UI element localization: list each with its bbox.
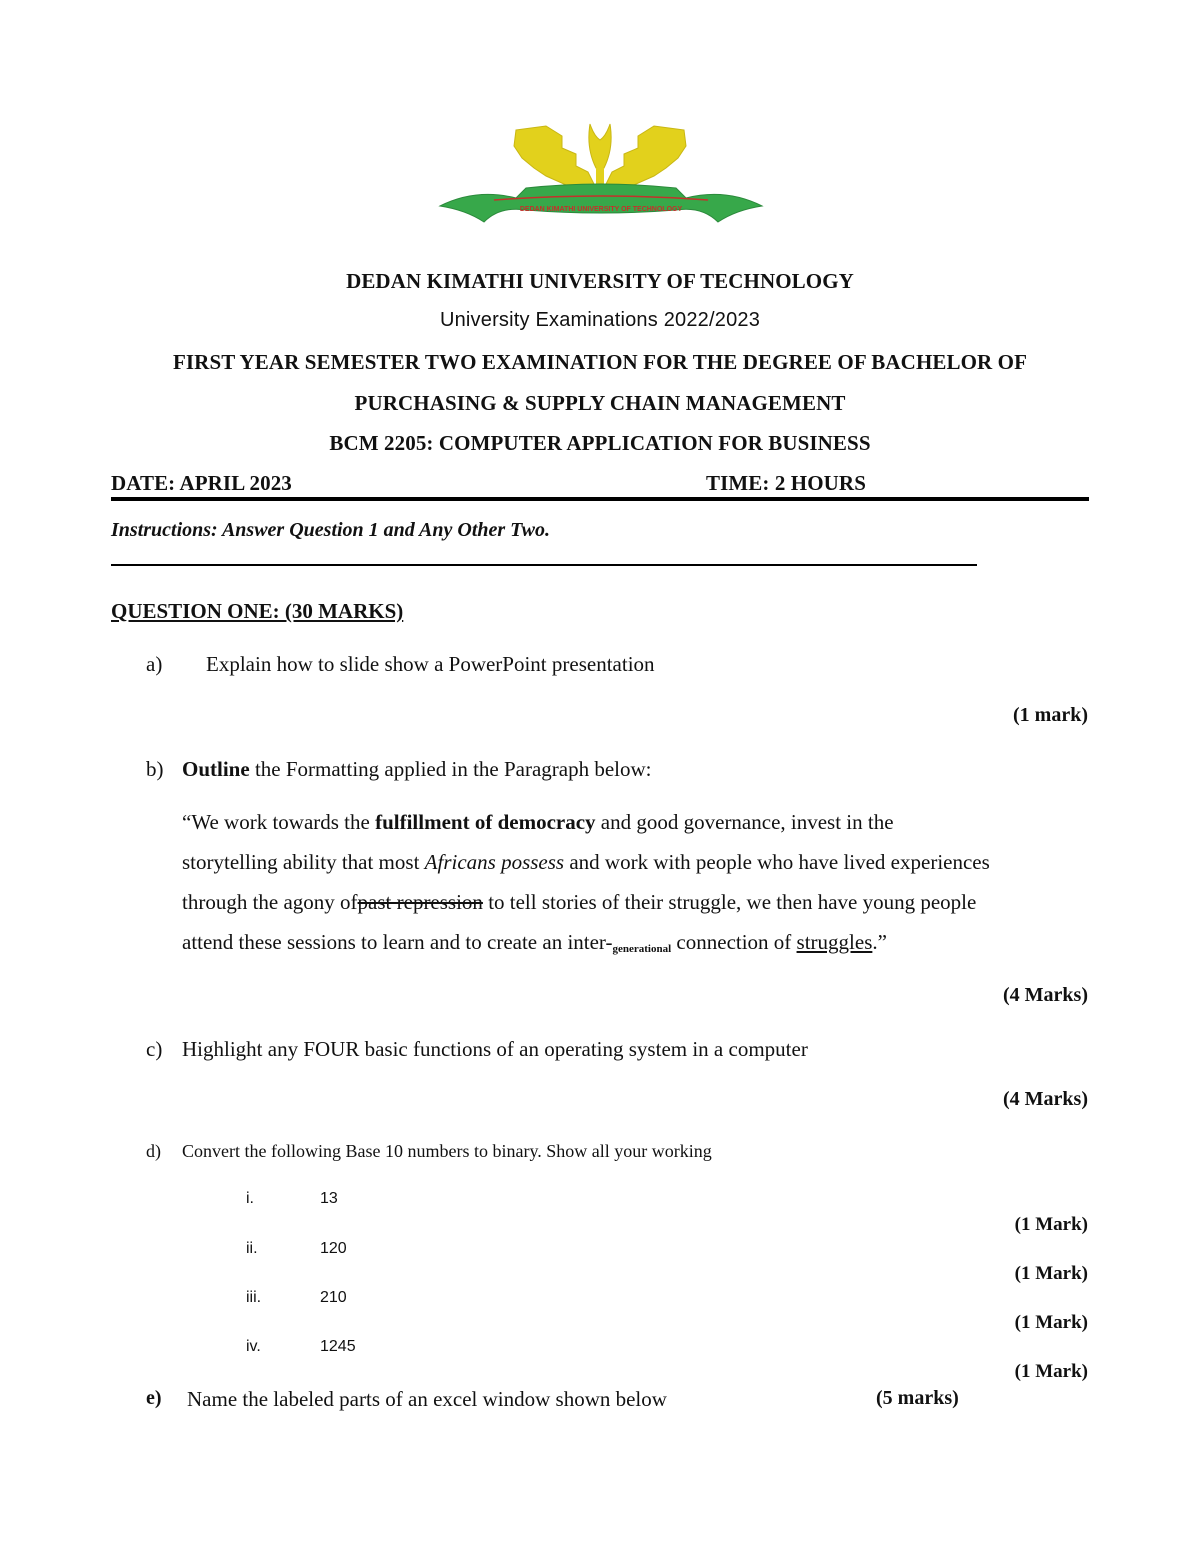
item-number: iv. (246, 1338, 261, 1355)
exam-time: TIME: 2 HOURS (706, 471, 866, 495)
item-marks: (1 Mark) (1014, 1214, 1088, 1235)
para-text: and good governance, invest in the (595, 810, 894, 834)
para-text: storytelling ability that most (182, 850, 425, 874)
item-value: 120 (320, 1240, 347, 1257)
exam-session: University Examinations 2022/2023 (439, 309, 761, 331)
para-underline-text: struggles (796, 930, 873, 954)
question-d-text: Convert the following Base 10 numbers to binary. Show all your working (182, 1141, 712, 1161)
para-text: attend these sessions to learn and to create an inter- (182, 930, 613, 954)
item-value: 13 (320, 1190, 338, 1207)
para-text: to tell stories of their struggle, we then have young people (482, 890, 977, 914)
para-italic-text: Africans possess (424, 850, 565, 874)
para-text: connection of (671, 930, 797, 954)
paragraph-line4 (182, 930, 887, 955)
question-e-label: e) (146, 1387, 162, 1409)
para-subscript-text: generational (612, 943, 672, 955)
item-value: 1245 (320, 1338, 356, 1355)
question-e-marks: (5 marks) (876, 1387, 959, 1409)
para-text: .” (872, 930, 887, 954)
exam-title-line2: PURCHASING & SUPPLY CHAIN MANAGEMENT (354, 391, 846, 415)
instructions-divider (111, 564, 977, 566)
para-strike-text: past repression (357, 890, 483, 914)
outline-word: Outline (182, 757, 250, 781)
question-b-marks: (4 Marks) (1003, 984, 1088, 1006)
logo-graphic (436, 118, 766, 230)
instructions: Instructions: Answer Question 1 and Any Other Two. (111, 519, 550, 541)
question-c-text: Highlight any FOUR basic functions of an operating system in a computer (182, 1037, 808, 1061)
logo-ribbon-text: DEDAN KIMATHI UNIVERSITY OF TECHNOLOGY (519, 206, 683, 213)
paragraph-line3 (182, 890, 976, 915)
para-text: through the agony of (182, 890, 358, 914)
question-a-marks: (1 mark) (1013, 704, 1088, 726)
para-text: and work with people who have lived experiences (564, 850, 990, 874)
para-text: “We work towards the (182, 810, 376, 834)
header-divider (111, 497, 1089, 501)
question-c-label: c) (146, 1037, 163, 1061)
question-a-label: a) (146, 652, 163, 676)
university-name: DEDAN KIMATHI UNIVERSITY OF TECHNOLOGY (346, 269, 854, 293)
question-d-label: d) (146, 1141, 161, 1161)
question-b-label: b) (146, 757, 164, 781)
question-b-text (182, 757, 652, 782)
question-a-text: Explain how to slide show a PowerPoint presentation (206, 652, 655, 676)
item-value: 210 (320, 1289, 347, 1306)
item-marks: (1 Mark) (1014, 1312, 1088, 1333)
exam-title-line1: FIRST YEAR SEMESTER TWO EXAMINATION FOR THE DEGREE OF BACHELOR OF (172, 350, 1028, 374)
paragraph-line2 (182, 850, 990, 875)
item-marks: (1 Mark) (1014, 1263, 1088, 1284)
paragraph-line1 (182, 810, 894, 835)
course-title: BCM 2205: COMPUTER APPLICATION FOR BUSINESS (329, 431, 871, 455)
question-one-heading: QUESTION ONE: (30 MARKS) (111, 599, 404, 623)
question-e-text: Name the labeled parts of an excel window shown below (187, 1387, 667, 1411)
item-marks: (1 Mark) (1014, 1361, 1088, 1382)
para-bold-text: fulfillment of democracy (375, 810, 596, 834)
question-b-text-rest: the Formatting applied in the Paragraph below: (249, 757, 652, 781)
item-number: iii. (246, 1289, 262, 1306)
university-logo (436, 118, 766, 230)
exam-date: DATE: APRIL 2023 (111, 471, 292, 495)
item-number: ii. (246, 1240, 258, 1257)
item-number: i. (246, 1190, 254, 1207)
question-c-marks: (4 Marks) (1003, 1088, 1088, 1110)
